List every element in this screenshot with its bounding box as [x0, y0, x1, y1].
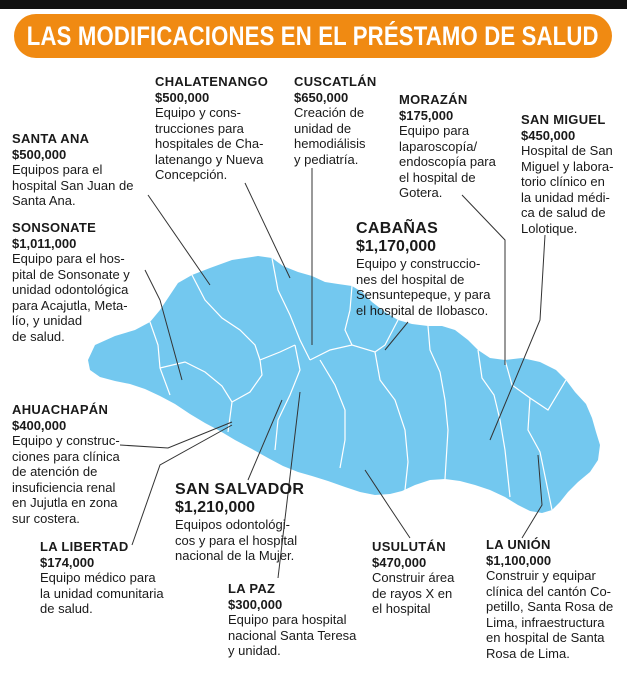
department-name: CHALATENANGO — [155, 74, 269, 89]
department-description: Creación de unidad de hemodiálisis y pediatría. — [294, 105, 366, 167]
department-description: Equipo y construccio- nes del hospital de Sensuntepeque, y para el hospital de Ilobasco. — [356, 256, 491, 318]
department-amount: $470,000 — [372, 554, 427, 570]
department-amount: $450,000 — [521, 127, 576, 143]
department-amount: $174,000 — [40, 554, 95, 570]
department-name: CABAÑAS — [356, 220, 439, 237]
department-description: Equipo para laparoscopía/ endoscopía para el hospital de Gotera. — [399, 123, 496, 200]
label-cabanas — [356, 220, 490, 318]
label-chalatenango — [155, 74, 268, 183]
department-amount: $175,000 — [399, 107, 454, 123]
label-ahuachapan — [12, 402, 120, 526]
label-cuscatlan — [294, 74, 377, 167]
department-name: CUSCATLÁN — [294, 74, 377, 89]
department-name: LA UNIÓN — [486, 537, 551, 552]
department-description: Construir área de rayos X en el hospital — [372, 570, 455, 616]
department-name: AHUACHAPÁN — [12, 402, 109, 417]
department-amount: $1,100,000 — [486, 552, 552, 568]
label-la-union — [486, 537, 613, 661]
page-title: LAS MODIFICACIONES EN EL PRÉSTAMO DE SALUD — [27, 20, 599, 51]
department-description: Equipos odontológi- cos y para el hospital nacional de la Mujer. — [175, 517, 298, 563]
label-la-libertad — [40, 539, 164, 617]
department-description: Construir y equipar clínica del cantón Co- petillo, Santa Rosa de Lima, infraestructura en hospital de Santa Rosa de Lima. — [486, 568, 614, 661]
department-amount: $650,000 — [294, 89, 349, 105]
label-san-salvador — [175, 481, 304, 564]
department-description: Equipo y cons- trucciones para hospitales de Cha- latenango y Nueva Concepción. — [155, 105, 264, 182]
department-name: SAN MIGUEL — [521, 112, 606, 127]
department-amount: $1,170,000 — [356, 238, 437, 255]
department-amount: $300,000 — [228, 596, 283, 612]
department-description: Equipos para el hospital San Juan de Santa Ana. — [12, 162, 134, 208]
department-description: Equipo y construc- ciones para clínica de atención de insuficiencia renal en Jujutla en zona sur costera. — [12, 433, 120, 526]
department-description: Hospital de San Miguel y labora- torio clínico en la unidad médi- ca de salud de Lolotique. — [521, 143, 614, 236]
label-morazan — [399, 92, 496, 201]
label-usulutan — [372, 539, 454, 617]
department-name: LA PAZ — [228, 581, 276, 596]
department-description: Equipo médico para la unidad comunitaria de salud. — [40, 570, 164, 616]
label-san-miguel — [521, 112, 614, 236]
department-name: USULUTÁN — [372, 539, 446, 554]
department-amount: $500,000 — [12, 146, 67, 162]
department-amount: $500,000 — [155, 89, 210, 105]
department-name: MORAZÁN — [399, 92, 468, 107]
department-amount: $400,000 — [12, 417, 67, 433]
label-sonsonate — [12, 220, 130, 344]
department-name: SAN SALVADOR — [175, 481, 305, 498]
label-la-paz — [228, 581, 356, 659]
department-name: LA LIBERTAD — [40, 539, 129, 554]
department-amount: $1,210,000 — [175, 499, 256, 516]
department-name: SONSONATE — [12, 220, 97, 235]
label-santa-ana — [12, 131, 133, 209]
department-description: Equipo para hospital nacional Santa Teresa y unidad. — [228, 612, 357, 658]
country-shape — [88, 256, 600, 513]
department-amount: $1,011,000 — [12, 235, 77, 251]
department-name: SANTA ANA — [12, 131, 90, 146]
department-description: Equipo para el hos- pital de Sonsonate y unidad odontológica para Acajutla, Meta- lío, y unidad de salud. — [12, 251, 130, 344]
